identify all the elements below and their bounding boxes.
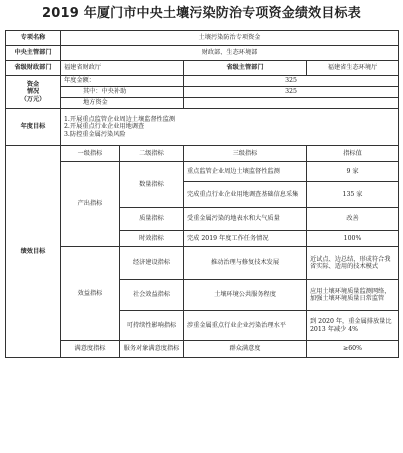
header-level3: 三级指标 — [184, 146, 307, 162]
annual-goals-label: 年度目标 — [6, 109, 61, 146]
quantity-indicator: 重点监管企业周边土壤监督性监测 — [184, 162, 307, 182]
funds-annual-row — [6, 76, 399, 87]
timeliness-indicator: 完成 2019 年度工作任务情况 — [184, 231, 307, 247]
funds-label — [6, 76, 61, 109]
provincial-finance-label: 省级财政部门 — [6, 61, 61, 76]
output-label: 产出指标 — [61, 162, 120, 247]
header-level1: 一级指标 — [61, 146, 120, 162]
annual-goal-item: 2.开展重点行业企业用地调查 — [64, 123, 145, 131]
social-value: 应用土壤环境质量监测网络，加强土壤环境质量日常监管 — [307, 280, 399, 311]
satisfaction-row — [6, 341, 399, 358]
funds-local-row — [6, 98, 399, 109]
sustainable-indicator: 涉重金属重点行业企业污染治理水平 — [184, 311, 307, 341]
provincial-finance-value: 福建省财政厅 — [61, 61, 184, 76]
quality-label: 质量指标 — [120, 208, 184, 231]
quantity-row-1 — [6, 162, 399, 182]
funds-local-label: 地方资金 — [61, 98, 184, 109]
economic-row — [6, 247, 399, 280]
quantity-indicator: 完成重点行业企业用地调查基础信息采集 — [184, 182, 307, 208]
central-dept-row — [6, 46, 399, 61]
economic-label: 经济建设指标 — [120, 247, 184, 280]
quality-indicator: 受重金属污染的地表水和大气质量 — [184, 208, 307, 231]
funds-central-row — [6, 87, 399, 98]
satisfaction-indicator: 群众满意度 — [184, 341, 307, 358]
annual-goal-item: 3.防控重金属污染风险 — [64, 130, 126, 138]
performance-table — [5, 30, 399, 358]
quantity-label: 数量指标 — [120, 162, 184, 208]
annual-goals-list — [61, 109, 399, 146]
social-label: 社会效益指标 — [120, 280, 184, 311]
funds-local-value — [184, 98, 399, 109]
provincial-dept-label: 省级主管部门 — [184, 61, 307, 76]
project-row — [6, 31, 399, 46]
effect-label: 效益指标 — [61, 247, 120, 341]
funds-central-value: 325 — [184, 87, 399, 98]
economic-value: 近试点、边总结，形成符合我省实际、适用的技术模式 — [307, 247, 399, 280]
funds-label-line1: 资金 — [26, 81, 40, 89]
central-dept-label: 中央主管部门 — [6, 46, 61, 61]
page-title: 2019 年厦门市中央土壤污染防治专项资金绩效目标表 — [42, 6, 361, 21]
funds-annual-label: 年度金额： — [61, 76, 184, 87]
central-dept-value: 财政部、生态环境部 — [61, 46, 399, 61]
economic-indicator: 推动治理与修复技术发展 — [184, 247, 307, 280]
funds-annual-value: 325 — [184, 76, 399, 87]
header-level2: 二级指标 — [120, 146, 184, 162]
timeliness-label: 时效指标 — [120, 231, 184, 247]
social-indicator: 土壤环境公共服务程度 — [184, 280, 307, 311]
project-label: 专项名称 — [6, 31, 61, 46]
provincial-dept-value: 福建省生态环境厅 — [307, 61, 399, 76]
sustainable-value: 到 2020 年，重金属排放量比 2013 年减少 4% — [307, 311, 399, 341]
performance-header-row — [6, 146, 399, 162]
annual-goal-item: 1.开展重点监管企业周边土壤监督性监测 — [64, 116, 176, 124]
sustainable-label: 可持续性影响指标 — [120, 311, 184, 341]
satisfaction-sublabel: 服务对象满意度指标 — [120, 341, 184, 358]
funds-label-line2: 情况 — [26, 88, 40, 96]
header-value: 指标值 — [307, 146, 399, 162]
annual-goals-row — [6, 109, 399, 146]
timeliness-value: 100% — [307, 231, 399, 247]
quality-value: 改善 — [307, 208, 399, 231]
funds-label-line3: （万元） — [20, 95, 46, 103]
quantity-value: 9 家 — [307, 162, 399, 182]
provincial-row — [6, 61, 399, 76]
quantity-value: 135 家 — [307, 182, 399, 208]
performance-label: 绩效目标 — [6, 146, 61, 358]
satisfaction-label: 满意度指标 — [61, 341, 120, 358]
funds-central-label: 其中：中央补助 — [61, 87, 184, 98]
satisfaction-value: ≥60% — [307, 341, 399, 358]
project-value: 土壤污染防治专项资金 — [61, 31, 399, 46]
